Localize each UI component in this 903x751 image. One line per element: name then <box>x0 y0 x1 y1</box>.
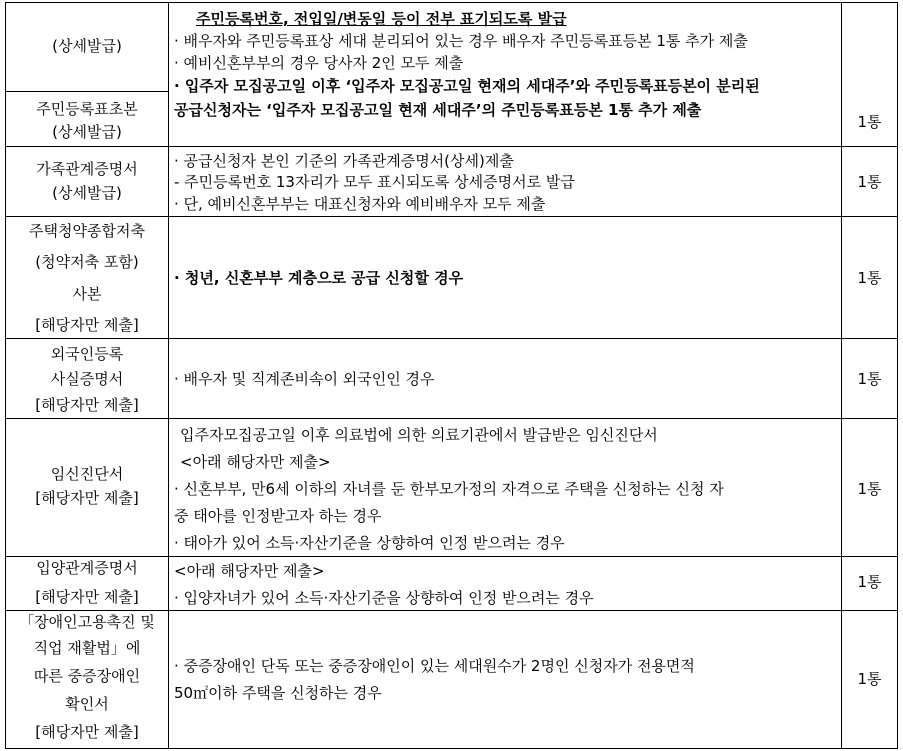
requirement-line: - 주민등록번호 13자리가 모두 표시되도록 상세증명서로 발급 <box>174 173 575 191</box>
doc-name: 따른 중증장애인 <box>33 667 141 685</box>
doc-name: (청약저축 포함) <box>35 253 139 271</box>
requirement-line: · 중증장애인 단독 또는 중증장애인이 있는 세대원수가 2명인 신청자가 전용면적 <box>174 657 695 675</box>
doc-name: 주민등록표초본 <box>36 100 138 118</box>
count-cell: 1통 <box>857 670 882 688</box>
requirement-line: · 신혼부부, 만6세 이하의 자녀를 둔 한부모가정의 자격으로 주택을 신청하는 신청 자 <box>174 480 724 498</box>
doc-name: 외국인등록 <box>50 345 124 363</box>
row-divider <box>5 556 898 557</box>
row-divider <box>5 418 898 419</box>
doc-name: [해당자만 제출] <box>35 316 139 334</box>
count-cell: 1통 <box>857 173 882 191</box>
doc-name: 「장애인고용촉진 및 <box>19 613 155 631</box>
doc-name: 사실증명서 <box>50 370 124 388</box>
requirement-line: 주민등록번호, 전입일/변동일 등이 전부 표기되도록 발급 <box>196 10 567 28</box>
requirement-line: · 단, 예비신혼부부는 대표신청자와 예비배우자 모두 제출 <box>174 195 546 213</box>
doc-name: 가족관계증명서 <box>36 160 138 178</box>
requirement-line: · 공급신청자 본인 기준의 가족관계증명서(상세)제출 <box>174 152 514 170</box>
requirement-line: 공급신청자는 ‘입주자 모집공고일 현재 세대주’의 주민등록표등본 1통 추가 제출 <box>174 101 702 119</box>
doc-name: 임신진단서 <box>50 465 124 483</box>
requirement-line: · 배우자와 주민등록표상 세대 분리되어 있는 경우 배우자 주민등록표등본 1통 추가 제출 <box>174 32 748 50</box>
doc-name: 주택청약종합저축 <box>29 222 145 240</box>
count-cell: 1통 <box>857 370 882 388</box>
count-cell: 1통 <box>857 480 882 498</box>
row-divider <box>5 216 898 217</box>
row-divider <box>5 146 898 147</box>
doc-name: 직업 재활법」에 <box>33 639 141 657</box>
doc-name: (상세발급) <box>52 184 122 202</box>
requirement-line: 50㎡이하 주택을 신청하는 경우 <box>174 684 382 702</box>
requirement-line: 중 태아를 인정받고자 하는 경우 <box>174 507 382 525</box>
doc-name: 사본 <box>72 285 102 303</box>
doc-name: [해당자만 제출] <box>35 723 139 741</box>
requirement-line: · 예비신혼부부의 경우 당사자 2인 모두 제출 <box>174 54 464 72</box>
count-cell: 1통 <box>857 113 882 131</box>
col-divider <box>168 2 169 749</box>
requirement-line: 입주자모집공고일 이후 의료법에 의한 의료기관에서 발급받은 임신진단서 <box>180 426 658 444</box>
requirement-line: · 태아가 있어 소득·자산기준을 상향하여 인정 받으려는 경우 <box>174 534 565 552</box>
row-divider <box>5 610 898 611</box>
row-divider <box>5 748 898 749</box>
doc-name: (상세발급) <box>52 123 122 141</box>
doc-name: [해당자만 제출] <box>35 588 139 606</box>
doc-name: [해당자만 제출] <box>35 396 139 414</box>
doc-name: (상세발급) <box>52 37 122 55</box>
doc-name: 입양관계증명서 <box>36 559 138 577</box>
row-divider <box>5 91 168 92</box>
count-cell: 1통 <box>857 269 882 287</box>
requirement-line: · 입양자녀가 있어 소득·자산기준을 상향하여 인정 받으려는 경우 <box>174 589 594 607</box>
count-cell: 1통 <box>857 573 882 591</box>
requirement-line: <아래 해당자만 제출> <box>180 453 331 471</box>
requirement-line: · 배우자 및 직계존비속이 외국인인 경우 <box>174 370 435 388</box>
doc-name: [해당자만 제출] <box>35 489 139 507</box>
col-divider <box>897 2 898 749</box>
requirement-line: · 청년, 신혼부부 계층으로 공급 신청할 경우 <box>174 269 464 287</box>
row-divider <box>5 2 898 3</box>
requirement-line: · 입주자 모집공고일 이후 ‘입주자 모집공고일 현재의 세대주’와 주민등록표등본이 분리된 <box>174 77 760 95</box>
requirement-line: <아래 해당자만 제출> <box>174 562 325 580</box>
row-divider <box>5 338 898 339</box>
doc-name: 확인서 <box>65 695 109 713</box>
